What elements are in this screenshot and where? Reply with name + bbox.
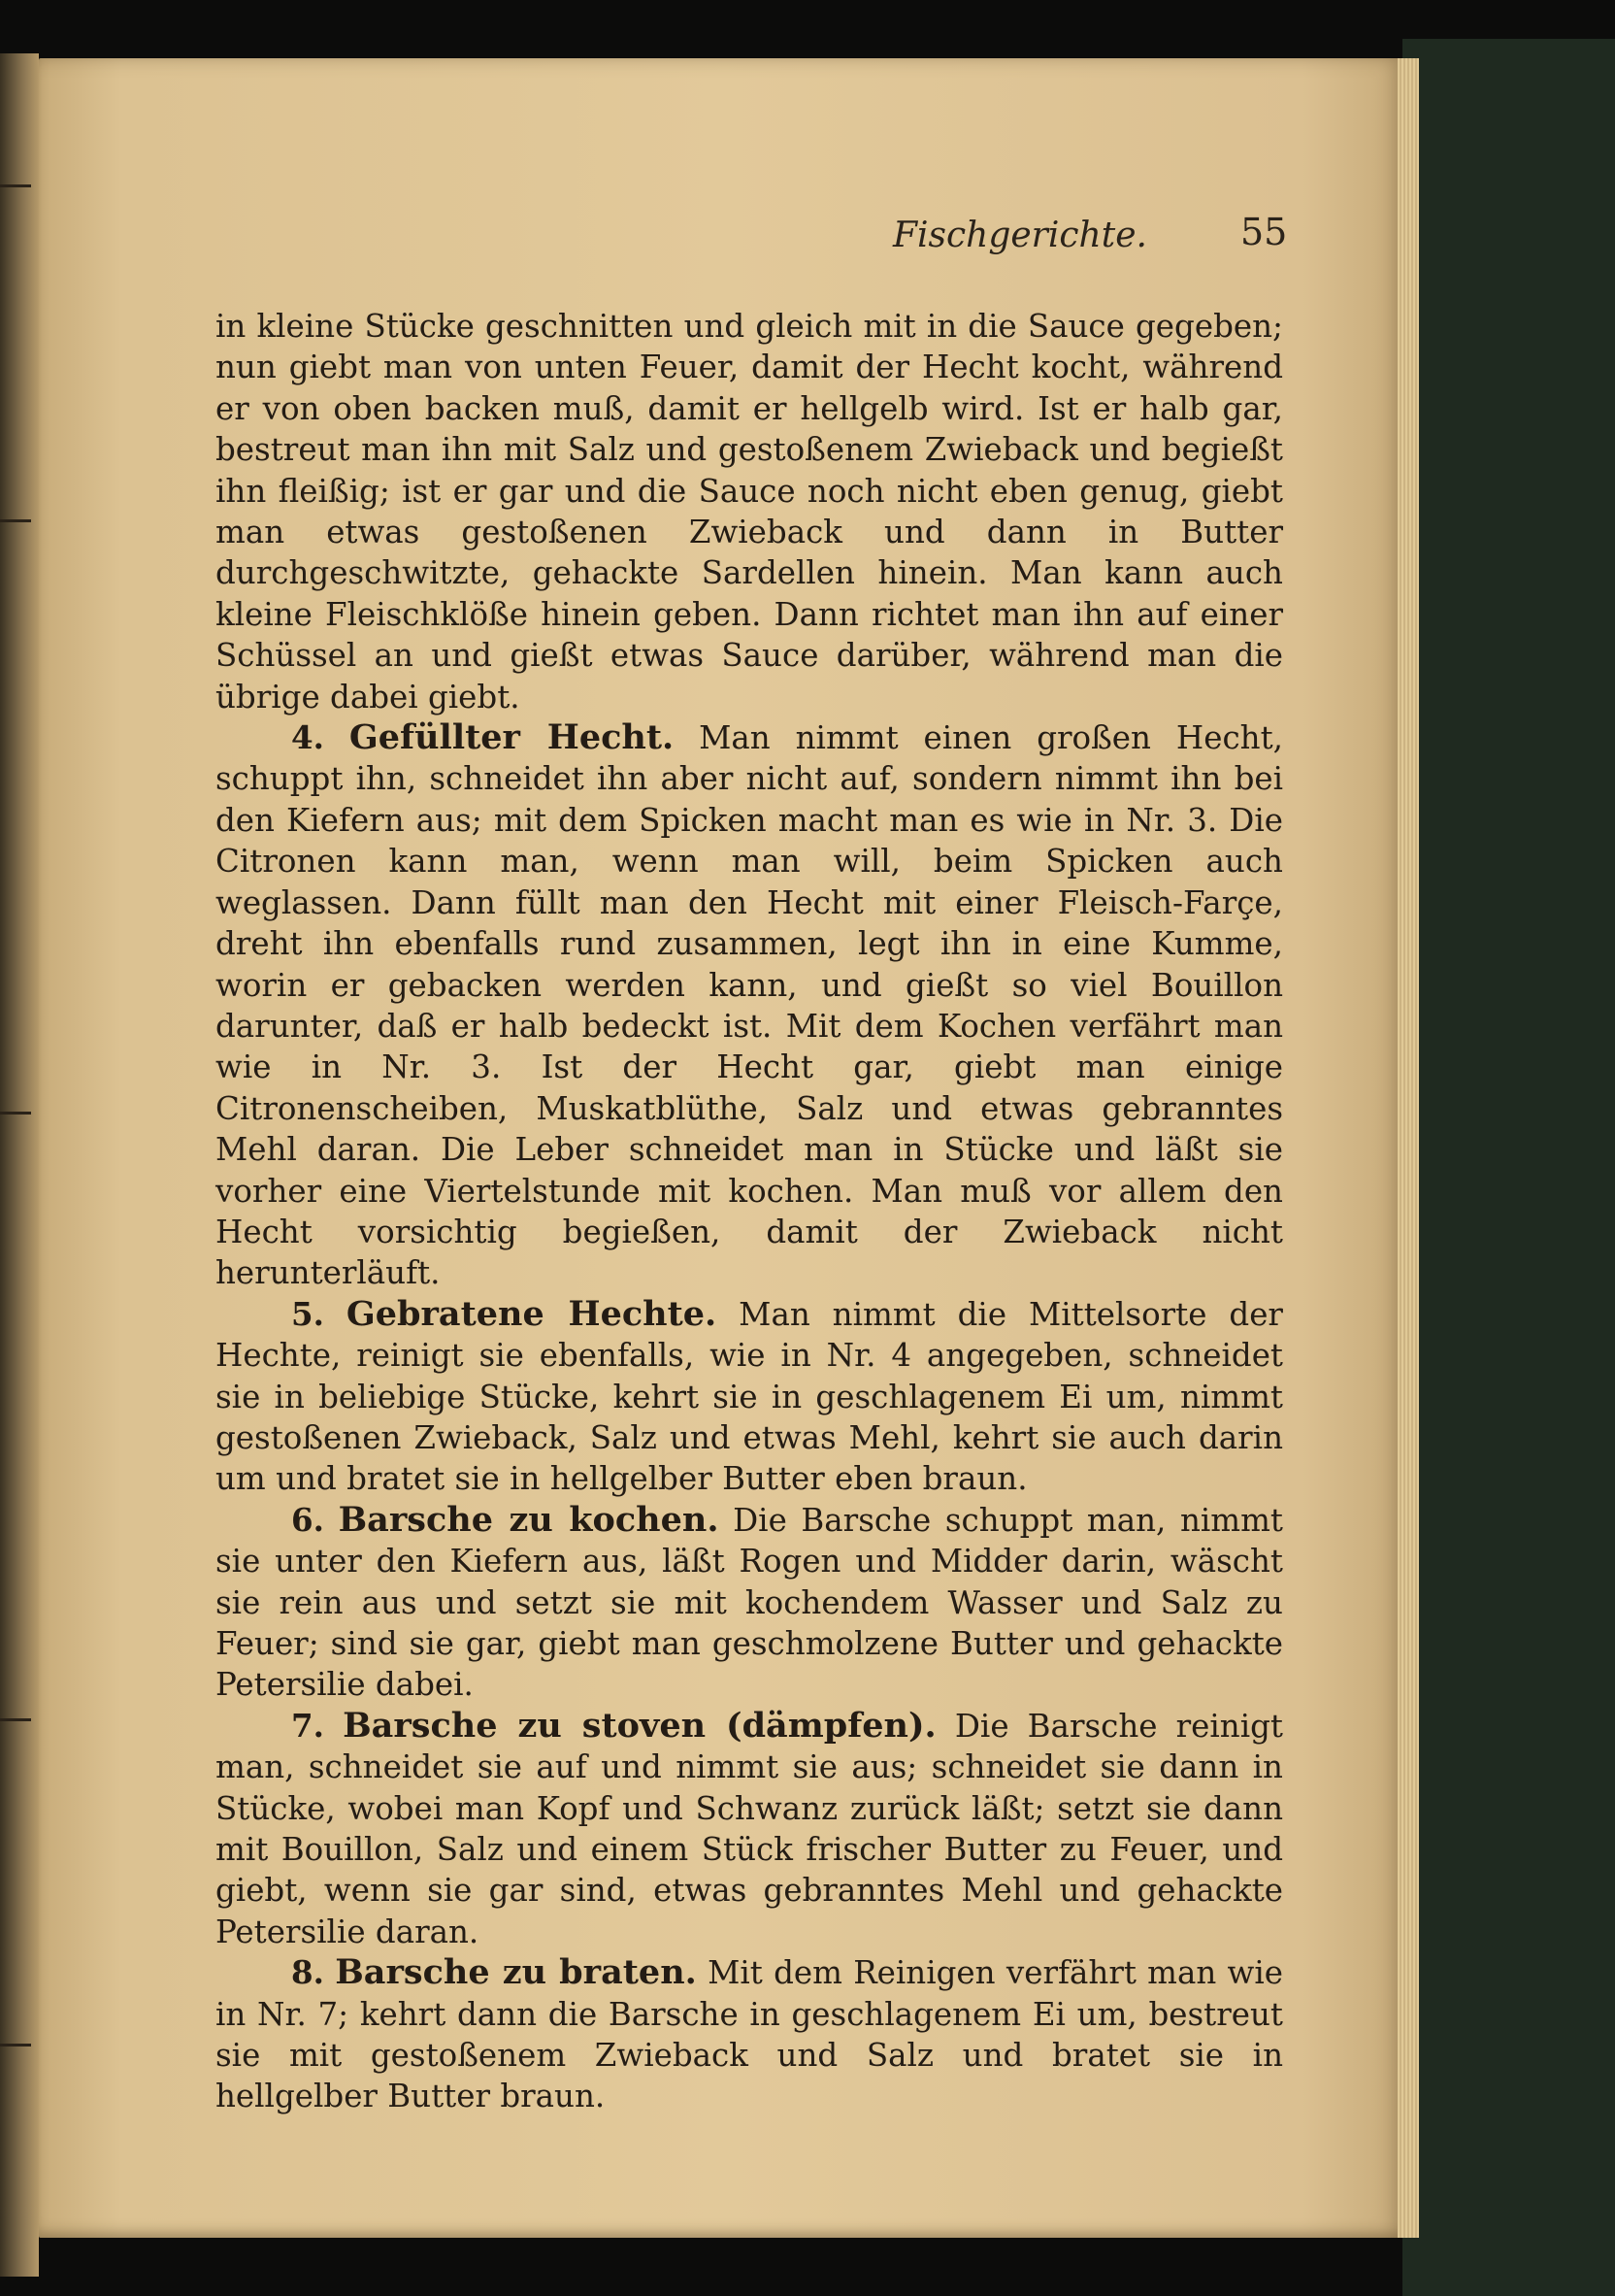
running-head: Fischgerichte. [893, 216, 1147, 255]
recipe-number: 6. [291, 1500, 324, 1539]
margin-mark [0, 2044, 31, 2046]
paragraph-text: in kleine Stücke geschnitten und gleich mit in die Sauce gegeben; nun giebt man von unten Feuer, damit der Hecht kocht, während er von oben backen muß, damit er hellgelb wird. Ist er halb gar, bestreut man ihn mit Salz und gestoßenem Zwieback und begießt ihn fleißig; ist er gar und die Sauce noch nicht eben genug, giebt man etwas gestoßenen Zwieback und dann in Butter durchgeschwitzte, gehackte Sardellen hinein. Man kann auch kleine Fleischklöße hinein geben. Dann richtet man ihn auf einer Schüssel an und gießt etwas Sauce darüber, während man die übrige dabei giebt. [215, 308, 1283, 715]
recipe-entry [215, 717, 1283, 1294]
recipe-title: Gefüllter Hecht. [348, 717, 675, 758]
recipe-text: Man nimmt einen großen Hecht, schuppt ihn, schneidet ihn aber nicht auf, sondern nimmt ihn bei den Kiefern aus; mit dem Spicken macht man es wie in Nr. 3. Die Citronen kann man, wenn man will, beim Spicken auch weglassen. Dann füllt man den Hecht mit einer Fleisch-Farçe, dreht ihn ebenfalls rund zusammen, legt ihn in eine Kumme, worin er gebacken werden kann, und gießt so viel Bouillon darunter, daß er halb bedeckt ist. Mit dem Kochen verfährt man wie in Nr. 3. Ist der Hecht gar, giebt man einige Citronenscheiben, Muskatblüthe, Salz und etwas gebranntes Mehl daran. Die Leber schneidet man in Stücke und läßt sie vorher eine Viertelstunde mit kochen. Man muß vor allem den Hecht vorsichtig begießen, damit der Zwieback nicht herunterläuft. [215, 719, 1283, 1292]
margin-mark [0, 519, 31, 522]
margin-mark [0, 184, 31, 187]
recipe-title: Barsche zu kochen. [338, 1499, 719, 1540]
margin-mark [0, 1112, 31, 1115]
recipe-text: Man nimmt die Mittelsorte der Hechte, reinigt sie ebenfalls, wie in Nr. 4 angegeben, schneidet sie in beliebige Stücke, kehrt sie in geschlagenem Ei um, nimmt gestoßenen Zwieback, Salz und etwas Mehl, kehrt sie auch darin um und bratet sie in hellgelber Butter eben braun. [215, 1295, 1283, 1498]
page-stack-edge [1398, 58, 1419, 2238]
recipe-title: Barsche zu braten. [335, 1952, 697, 1993]
book-cover [1402, 39, 1615, 2296]
book-page [39, 58, 1412, 2238]
margin-mark [0, 1718, 31, 1721]
recipe-number: 7. [291, 1706, 324, 1745]
recipe-number: 8. [291, 1953, 324, 1992]
facing-page-edge [0, 53, 39, 2277]
recipe-entry [215, 1294, 1283, 1500]
paragraph-continuation [215, 306, 1283, 717]
recipe-text: Die Barsche reinigt man, schneidet sie auf und nimmt sie aus; schneidet sie dann in Stücke, wobei man Kopf und Schwanz zurück läßt; setzt sie dann mit Bouillon, Salz und einem Stück frischer Butter zu Feuer, und giebt, wenn sie gar sind, etwas gebranntes Mehl und gehackte Petersilie daran. [215, 1707, 1283, 1950]
page-number: 55 [1240, 211, 1288, 253]
recipe-title: Gebratene Hechte. [346, 1293, 717, 1334]
recipe-text: Die Barsche schuppt man, nimmt sie unter den Kiefern aus, läßt Rogen und Midder darin, wäscht sie rein aus und setzt sie mit kochendem Wasser und Salz zu Feuer; sind sie gar, giebt man geschmolzene Butter und gehackte Petersilie dabei. [215, 1501, 1283, 1704]
page-body [215, 306, 1283, 2117]
recipe-entry [215, 1952, 1283, 2117]
recipe-text: Mit dem Reinigen verfährt man wie in Nr. 7; kehrt dann die Barsche in geschlagenem Ei um, bestreut sie mit gestoßenem Zwieback und Salz und bratet sie in hellgelber Butter braun. [215, 1954, 1283, 2115]
recipe-entry [215, 1500, 1283, 1706]
recipe-entry [215, 1706, 1283, 1952]
recipe-number: 4. [291, 718, 324, 757]
recipe-number: 5. [291, 1294, 324, 1333]
recipe-title: Barsche zu stoven (dämpfen). [343, 1705, 937, 1746]
